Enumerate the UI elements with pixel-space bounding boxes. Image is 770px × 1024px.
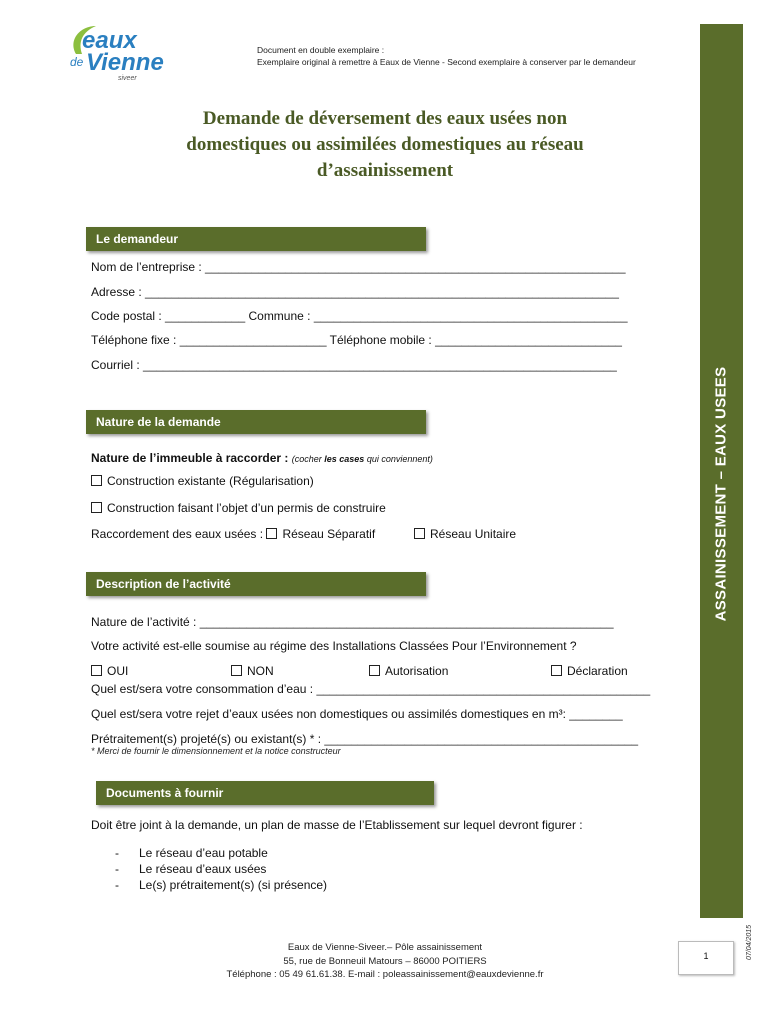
immeuble-label-bold: Nature de l’immeuble à raccorder : [91,451,292,465]
code-postal-label: Code postal : [91,309,166,323]
code-postal-line[interactable]: ____________ [165,309,246,323]
title-line-2: domestiques ou assimilées domestiques au réseau [186,134,584,155]
note-line-1: Document en double exemplaire : [257,45,385,55]
nature-activite-line[interactable]: ______________________________________________________________ [199,615,614,629]
title-line-1: Demande de déversement des eaux usées non [202,108,568,129]
list-item-label: Le(s) prétraitement(s) (si présence) [139,878,328,892]
field-entreprise[interactable] [91,260,681,275]
eaux-de-vienne-logo [62,20,182,86]
sidebar-label: ASSAINISSEMENT – EAUX USEES [712,366,730,622]
checkbox-icon[interactable] [414,528,425,539]
adresse-line[interactable]: _______________________________________________________________________ [145,285,619,299]
list-item: - Le(s) prétraitement(s) (si présence) [115,878,328,892]
footer-line-3: Téléphone : 05 49 61.61.38. E-mail : poleassainissement@eauxdevienne.fr [226,969,544,980]
svg-text:siveer: siveer [118,75,137,82]
option-oui[interactable] [91,664,211,679]
oui-label: OUI [107,664,129,678]
option-construction-existante[interactable] [91,474,681,489]
icpe-question: Votre activité est-elle soumise au régime des Installations Classées Pour l’Environnement ? [91,639,577,653]
section-header-demandeur: Le demandeur [86,227,426,251]
field-code-postal-commune[interactable] [91,309,681,324]
title-line-3: d’assainissement [316,160,454,181]
documents-intro: Doit être joint à la demande, un plan de masse de l’Etablissement sur lequel devront figurer : [91,818,583,832]
rejet-label: Quel est/sera votre rejet d’eaux usées non domestiques ou assimilés domestiques en m³: [91,707,570,721]
list-item: - Le réseau d’eaux usées [115,862,267,876]
immeuble-label [91,451,681,467]
field-courriel[interactable] [91,358,681,373]
tel-fixe-line[interactable]: ______________________ [179,333,327,347]
pretraitement-footnote: * Merci de fournir le dimensionnement et la notice constructeur [91,746,341,756]
option-permis-construire[interactable] [91,501,681,516]
footer-line-2: 55, rue de Bonneuil Matours – 86000 POITIERS [283,955,487,967]
non-label: NON [247,664,274,678]
pretraitement-line[interactable]: _______________________________________________ [324,732,639,746]
checkbox-icon[interactable] [91,475,102,486]
immeuble-hint-bold: les cases [324,454,365,464]
checkbox-icon[interactable] [369,665,380,676]
field-consommation[interactable] [91,682,681,697]
separatif-label: Réseau Séparatif [282,527,376,541]
note-line-2: Exemplaire original à remettre à Eaux de Vienne - Second exemplaire à conserver par le demandeur [257,57,636,67]
svg-text:de: de [70,55,84,69]
document-date: 07/04/2015 [746,924,753,960]
page-number: 1 [678,941,734,975]
list-item-label: Le réseau d’eaux usées [139,862,267,876]
checkbox-icon[interactable] [231,665,242,676]
option-label: Construction faisant l’objet d’un permis de construire [107,501,386,515]
field-pretraitement[interactable] [91,732,681,747]
pretraitement-label: Prétraitement(s) projeté(s) ou existant(s) * : [91,732,325,746]
tel-fixe-label: Téléphone fixe : [91,333,180,347]
field-nature-activite[interactable] [91,615,681,630]
adresse-label: Adresse : [91,285,146,299]
consommation-line[interactable]: __________________________________________________ [316,682,651,696]
rejet-line[interactable]: ________ [569,707,623,721]
declaration-label: Déclaration [567,664,628,678]
svg-text:eaux: eaux [82,27,137,54]
immeuble-hint-post: qui conviennent) [364,454,433,464]
list-item-label: Le réseau d’eau potable [139,846,268,860]
checkbox-icon[interactable] [91,665,102,676]
list-item: - Le réseau d’eau potable [115,846,268,860]
autorisation-label: Autorisation [385,664,449,678]
nature-activite-label: Nature de l’activité : [91,615,200,629]
courriel-label: Courriel : [91,358,144,372]
option-non[interactable] [231,664,351,679]
section-header-activite: Description de l’activité [86,572,426,596]
checkbox-icon[interactable] [551,665,562,676]
immeuble-hint-pre: (cocher [291,454,325,464]
section-header-nature: Nature de la demande [86,410,426,434]
commune-label: Commune : [245,309,314,323]
entreprise-line[interactable]: _______________________________________________________________ [205,260,626,274]
commune-line[interactable]: _______________________________________________ [313,309,628,323]
footer-address [150,941,620,982]
tel-mobile-line[interactable]: ____________________________ [435,333,622,347]
category-sidebar [700,24,743,918]
consommation-label: Quel est/sera votre consommation d’eau : [91,682,317,696]
option-unitaire[interactable] [414,527,614,542]
checkbox-icon[interactable] [91,502,102,513]
header-note [257,44,636,68]
checkbox-icon[interactable] [266,528,277,539]
courriel-line[interactable]: _______________________________________________________________________ [143,358,617,372]
entreprise-label: Nom de l’entreprise : [91,260,206,274]
field-rejet[interactable] [91,707,681,722]
field-adresse[interactable] [91,285,681,300]
option-autorisation[interactable] [369,664,519,679]
tel-mobile-label: Téléphone mobile : [326,333,436,347]
option-label: Construction existante (Régularisation) [107,474,314,488]
document-title [120,106,650,184]
section-header-documents: Documents à fournir [96,781,434,805]
field-telephones[interactable] [91,333,681,348]
raccordement-label: Raccordement des eaux usées : [91,527,267,541]
footer-line-1: Eaux de Vienne-Siveer.– Pôle assainissement [287,942,483,953]
unitaire-label: Réseau Unitaire [430,527,517,541]
option-declaration[interactable] [551,664,681,679]
svg-text:Vienne: Vienne [86,49,164,76]
